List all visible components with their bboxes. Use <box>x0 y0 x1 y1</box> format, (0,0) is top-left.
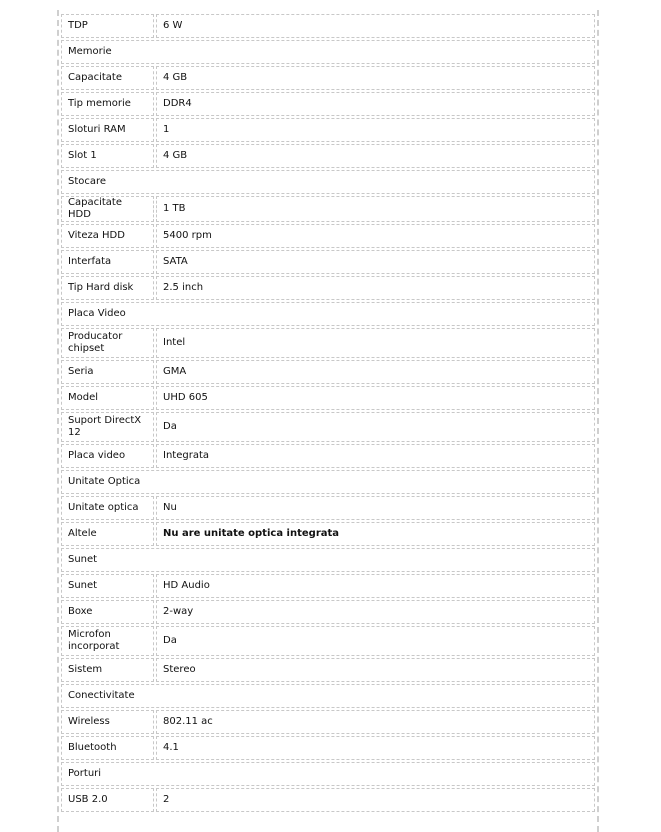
specifications-table-body <box>61 14 595 812</box>
spec-value: 2 <box>156 788 595 812</box>
specifications-table <box>59 12 597 814</box>
spec-label: Viteza HDD <box>61 224 154 248</box>
spec-row <box>61 118 595 142</box>
section-title: Sunet <box>61 548 595 572</box>
spec-row <box>61 66 595 90</box>
spec-label: Unitate optica <box>61 496 154 520</box>
spec-value: 802.11 ac <box>156 710 595 734</box>
spec-row <box>61 600 595 624</box>
spec-label: Bluetooth <box>61 736 154 760</box>
spec-label: Model <box>61 386 154 410</box>
spec-value: Da <box>156 626 595 656</box>
section-title: Unitate Optica <box>61 470 595 494</box>
spec-row <box>61 250 595 274</box>
spec-row <box>61 14 595 38</box>
spec-value: 6 W <box>156 14 595 38</box>
spec-row <box>61 92 595 116</box>
spec-label: Tip memorie <box>61 92 154 116</box>
spec-row <box>61 328 595 358</box>
section-title: Stocare <box>61 170 595 194</box>
spec-label: Suport DirectX 12 <box>61 412 154 442</box>
spec-value: Stereo <box>156 658 595 682</box>
spec-label: Producator chipset <box>61 328 154 358</box>
spec-label: Seria <box>61 360 154 384</box>
spec-row <box>61 522 595 546</box>
spec-row <box>61 386 595 410</box>
spec-value: 1 <box>156 118 595 142</box>
spec-value: 2.5 inch <box>156 276 595 300</box>
spec-label: Interfata <box>61 250 154 274</box>
spec-value: UHD 605 <box>156 386 595 410</box>
spec-label: Sunet <box>61 574 154 598</box>
spec-label: Slot 1 <box>61 144 154 168</box>
section-header-row <box>61 302 595 326</box>
spec-value: DDR4 <box>156 92 595 116</box>
section-title: Placa Video <box>61 302 595 326</box>
section-header-row <box>61 170 595 194</box>
spec-label: Capacitate HDD <box>61 196 154 222</box>
spec-row <box>61 276 595 300</box>
spec-label: Tip Hard disk <box>61 276 154 300</box>
spec-value: Nu <box>156 496 595 520</box>
section-header-row <box>61 470 595 494</box>
section-title: Conectivitate <box>61 684 595 708</box>
spec-value: 4.1 <box>156 736 595 760</box>
spec-value: 4 GB <box>156 144 595 168</box>
spec-row <box>61 444 595 468</box>
spec-row <box>61 574 595 598</box>
spec-label: Microfon incorporat <box>61 626 154 656</box>
spec-row <box>61 360 595 384</box>
spec-value: GMA <box>156 360 595 384</box>
spec-value: Da <box>156 412 595 442</box>
spec-value: Integrata <box>156 444 595 468</box>
spec-row <box>61 496 595 520</box>
spec-row <box>61 196 595 222</box>
spec-label: Placa video <box>61 444 154 468</box>
section-header-row <box>61 40 595 64</box>
spec-value: 2-way <box>156 600 595 624</box>
section-header-row <box>61 548 595 572</box>
section-header-row <box>61 762 595 786</box>
spec-label: USB 2.0 <box>61 788 154 812</box>
spec-label: TDP <box>61 14 154 38</box>
spec-value: SATA <box>156 250 595 274</box>
spec-row <box>61 412 595 442</box>
spec-row <box>61 144 595 168</box>
section-title: Porturi <box>61 762 595 786</box>
spec-row <box>61 658 595 682</box>
spec-row <box>61 788 595 812</box>
section-title: Memorie <box>61 40 595 64</box>
spec-row <box>61 224 595 248</box>
spec-label: Wireless <box>61 710 154 734</box>
spec-row <box>61 626 595 656</box>
spec-label: Altele <box>61 522 154 546</box>
spec-row <box>61 736 595 760</box>
spec-value: Intel <box>156 328 595 358</box>
spec-label: Capacitate <box>61 66 154 90</box>
spec-label: Sistem <box>61 658 154 682</box>
spec-value: 5400 rpm <box>156 224 595 248</box>
spec-value: 1 TB <box>156 196 595 222</box>
spec-label: Boxe <box>61 600 154 624</box>
spec-value: HD Audio <box>156 574 595 598</box>
spec-row <box>61 710 595 734</box>
spec-value: 4 GB <box>156 66 595 90</box>
spec-label: Sloturi RAM <box>61 118 154 142</box>
section-header-row <box>61 684 595 708</box>
spec-value: Nu are unitate optica integrata <box>156 522 595 546</box>
